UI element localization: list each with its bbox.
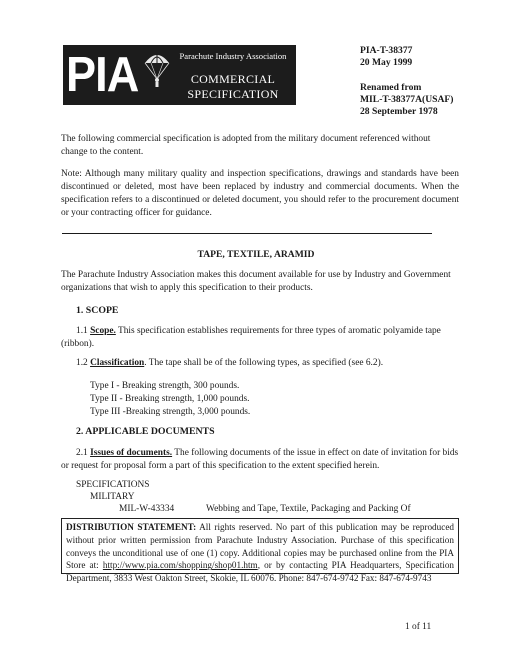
doc-number: PIA-T-38377 xyxy=(360,45,413,56)
distribution-label: DISTRIBUTION STATEMENT: xyxy=(66,522,197,532)
association-name: Parachute Industry Association xyxy=(179,51,287,61)
pia-store-link[interactable]: http://www.pia.com/shopping/shop01.htm xyxy=(102,560,258,571)
issues-label: Issues of documents. xyxy=(90,448,173,458)
spec-number: MIL-W-43334 xyxy=(119,504,175,514)
list-item: Type I - Breaking strength, 300 pounds. xyxy=(90,381,240,391)
specifications-label: SPECIFICATIONS xyxy=(76,480,150,490)
doc-date: 20 May 1999 xyxy=(360,57,413,69)
section-2-heading: 2. APPLICABLE DOCUMENTS xyxy=(76,426,215,437)
pia-logo xyxy=(63,45,296,105)
logo-commercial: COMMERCIAL xyxy=(190,72,276,86)
document-metadata xyxy=(360,45,453,118)
issues-paragraph: 2.1 Issues of documents. The following documents of the issue in effect on date of invitation for bids or request for proposal form a part of this specification to the extent specified herein. xyxy=(61,448,459,471)
document-title: TAPE, TEXTILE, ARAMID xyxy=(197,249,315,260)
type-list xyxy=(90,380,250,419)
classification-paragraph: 1.2 Classification. The tape shall be of the following types, as specified (see 6.2). xyxy=(76,358,384,368)
military-label: MILITARY xyxy=(90,492,135,502)
page-number: 1 of 11 xyxy=(405,622,432,632)
divider xyxy=(62,233,432,234)
renamed-date: 28 September 1978 xyxy=(360,106,438,118)
list-item: Type III -Breaking strength, 3,000 pounds. xyxy=(90,407,251,417)
distribution-text: DISTRIBUTION STATEMENT: All rights reserved. No part of this publication may be reproduced without prior written permission from Parachute Industry Association. Purchase of this specification conveys the unconditional use of one (1) copy. Additional copies may be purchased online from the PIA Store at: http://www.pia.com/shopping/shop01.htm, or by contacting PIA Headquarters, Specification Department, 3833 West Oakton Street, Skokie, IL 60076. Phone: 847-674-9742 Fax: 847-674-9743 xyxy=(66,522,455,584)
renamed-from: MIL-T-38377A(USAF) xyxy=(360,93,454,105)
scope-label: Scope. xyxy=(90,326,116,336)
intro-paragraph: The following commercial specification is adopted from the military document referenced without change to the content. xyxy=(61,134,431,157)
spec-title: Webbing and Tape, Textile, Packaging and Packing Of xyxy=(206,504,411,514)
availability-paragraph: The Parachute Industry Association makes this document available for use by Industry and Government organizations that wish to apply this specification to their products. xyxy=(61,270,451,293)
list-item: Type II - Breaking strength, 1,000 pounds. xyxy=(90,394,250,404)
scope-paragraph: 1.1 Scope. This specification establishes requirements for three types of aromatic polyamide tape (ribbon). xyxy=(61,326,441,349)
renamed-label: Renamed from xyxy=(360,81,422,93)
distribution-statement xyxy=(61,518,459,584)
section-1-heading: 1. SCOPE xyxy=(76,305,119,316)
note-paragraph: Note: Although many military quality and inspection specifications, drawings and standards have been discontinued or deleted, most have been replaced by industry and commercial documents. When the specification refers to a discontinued or deleted document, you should refer to the procurement document or your contracting officer for guidance. xyxy=(61,169,459,218)
parachute-icon xyxy=(143,49,171,89)
logo-specification: SPECIFICATION xyxy=(187,87,279,101)
pia-logo-text: PIA xyxy=(66,48,139,102)
classification-label: Classification xyxy=(90,358,145,368)
